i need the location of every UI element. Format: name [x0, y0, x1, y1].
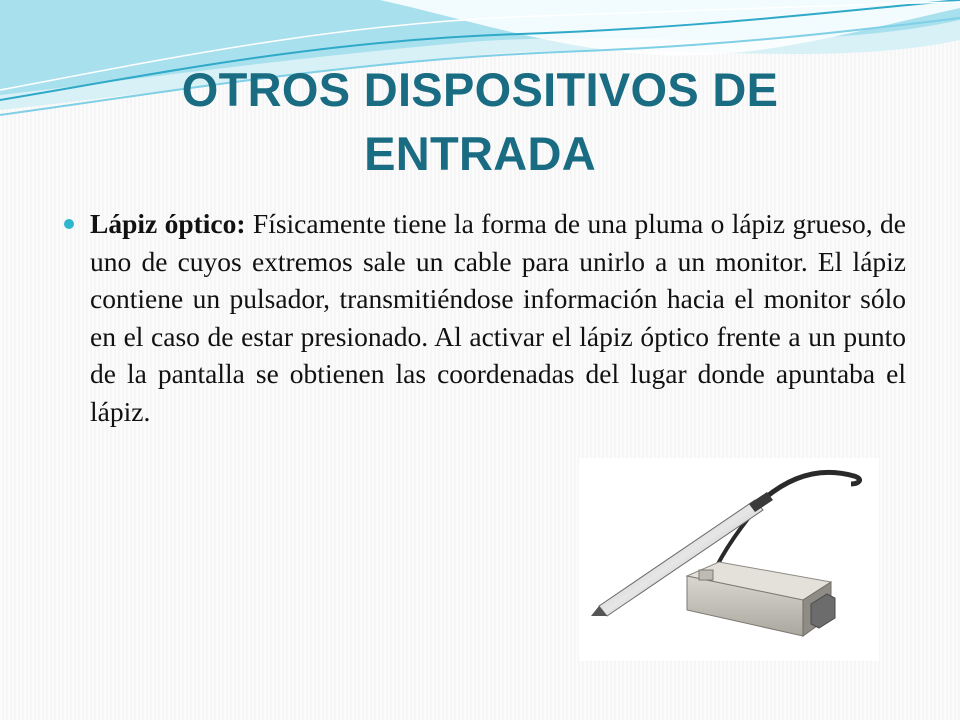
- bullet-paragraph: [90, 205, 906, 430]
- bullet-term: Lápiz óptico:: [90, 208, 246, 239]
- slide-title: OTROS DISPOSITIVOS DE ENTRADA: [181, 63, 779, 180]
- light-pen-illustration: [579, 458, 879, 661]
- bullet-dot-icon: [64, 219, 74, 229]
- light-pen-image: [579, 458, 879, 661]
- bullet-item: [60, 205, 906, 430]
- bullet-description: Físicamente tiene la forma de una pluma o lápiz grueso, de uno de cuyos extremos sale un cable para unirlo a un monitor. El lápiz contiene un pulsador, transmitiéndose información hacia el monitor sólo en el caso de estar presionado. Al activar el lápiz óptico frente a un punto de la pantalla se obtienen las coordenadas del lugar donde apuntaba el lápiz.: [90, 208, 906, 427]
